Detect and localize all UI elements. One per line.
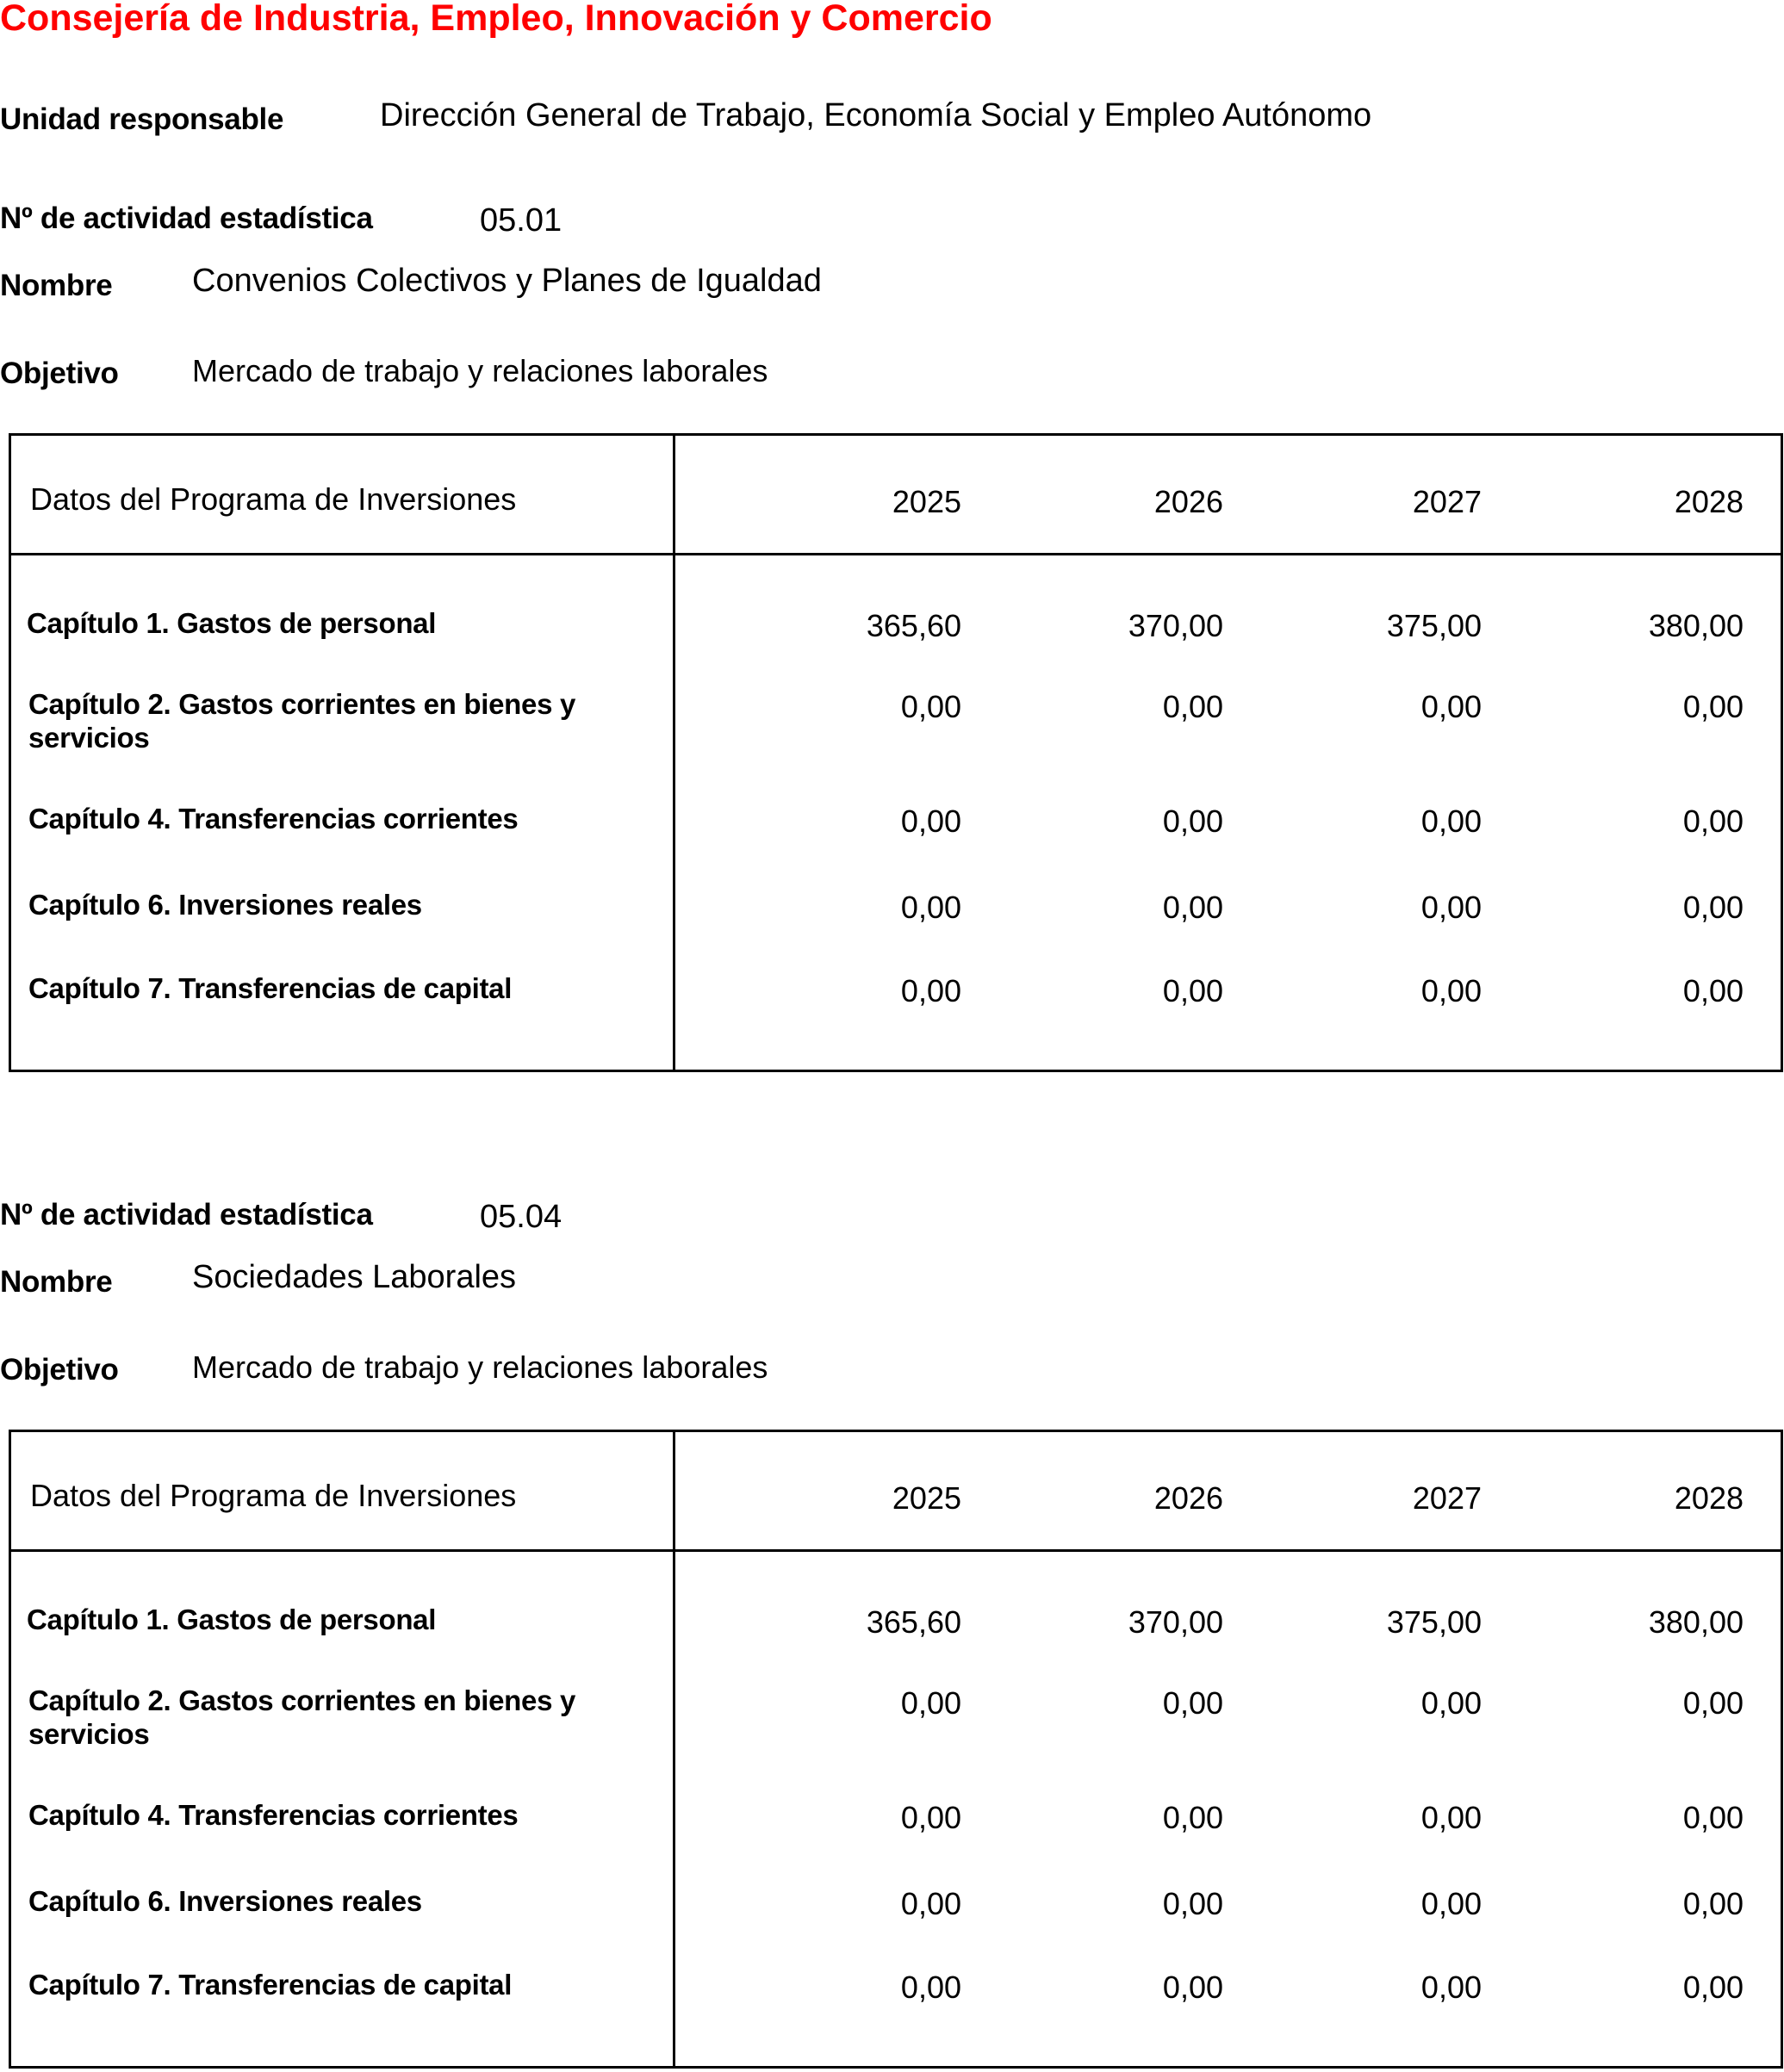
cell-value: 0,00	[900, 1886, 961, 1921]
row-label: Capítulo 2. Gastos corrientes en bienes y servicios	[28, 688, 576, 754]
row-label: Capítulo 7. Transferencias de capital	[28, 972, 513, 1004]
cell-value: 0,00	[1162, 1800, 1223, 1835]
investment-table	[9, 1430, 1783, 2069]
page-title: Consejería de Industria, Empleo, Innovación y Comercio	[0, 0, 992, 39]
actividad-label: Nº de actividad estadística	[0, 1198, 373, 1231]
year-header: 2027	[1412, 1480, 1482, 1516]
nombre-label: Nombre	[0, 269, 113, 302]
cell-value: 0,00	[1420, 803, 1482, 839]
cell-value: 365,60	[866, 1604, 961, 1640]
year-header: 2028	[1674, 1480, 1744, 1516]
cell-value: 380,00	[1648, 608, 1744, 643]
cell-value: 0,00	[1682, 1970, 1744, 2005]
cell-value: 0,00	[1682, 890, 1744, 925]
nombre-value: Convenios Colectivos y Planes de Igualdad	[192, 263, 822, 299]
objetivo-label: Objetivo	[0, 1353, 119, 1387]
cell-value: 375,00	[1386, 1604, 1482, 1640]
cell-value: 0,00	[1162, 1886, 1223, 1921]
cell-value: 0,00	[1162, 803, 1223, 839]
row-label: Capítulo 2. Gastos corrientes en bienes y servicios	[28, 1684, 576, 1750]
cell-value: 0,00	[1162, 973, 1223, 1008]
cell-value: 0,00	[1682, 689, 1744, 724]
investment-table	[9, 433, 1783, 1072]
table-divider	[11, 553, 1781, 555]
cell-value: 0,00	[1682, 1685, 1744, 1721]
unidad-value: Dirección General de Trabajo, Economía Social y Empleo Autónomo	[380, 97, 1372, 133]
cell-value: 370,00	[1128, 1604, 1223, 1640]
cell-value: 0,00	[1420, 973, 1482, 1008]
row-label: Capítulo 4. Transferencias corrientes	[28, 803, 519, 834]
actividad-value: 05.01	[480, 202, 563, 239]
row-label: Capítulo 6. Inversiones reales	[28, 889, 422, 921]
cell-value: 0,00	[1420, 689, 1482, 724]
cell-value: 0,00	[1162, 689, 1223, 724]
cell-value: 0,00	[1420, 1685, 1482, 1721]
year-header: 2026	[1153, 1480, 1223, 1516]
unidad-label: Unidad responsable	[0, 102, 284, 136]
cell-value: 0,00	[900, 689, 961, 724]
row-label: Capítulo 4. Transferencias corrientes	[28, 1799, 519, 1831]
table-header-label: Datos del Programa de Inversiones	[30, 1478, 517, 1513]
cell-value: 0,00	[1682, 1800, 1744, 1835]
cell-value: 0,00	[1162, 890, 1223, 925]
year-header: 2025	[892, 484, 961, 519]
nombre-label: Nombre	[0, 1265, 113, 1299]
actividad-label: Nº de actividad estadística	[0, 202, 373, 235]
cell-value: 0,00	[1420, 1800, 1482, 1835]
cell-value: 0,00	[1162, 1685, 1223, 1721]
cell-value: 0,00	[900, 1685, 961, 1721]
table-divider	[11, 1549, 1781, 1552]
objetivo-label: Objetivo	[0, 357, 119, 390]
objetivo-value: Mercado de trabajo y relaciones laborales	[192, 353, 768, 388]
cell-value: 0,00	[900, 973, 961, 1008]
cell-value: 370,00	[1128, 608, 1223, 643]
objetivo-value: Mercado de trabajo y relaciones laborales	[192, 1349, 768, 1385]
cell-value: 0,00	[900, 803, 961, 839]
year-header: 2027	[1412, 484, 1482, 519]
row-label: Capítulo 6. Inversiones reales	[28, 1885, 422, 1917]
row-label: Capítulo 7. Transferencias de capital	[28, 1969, 513, 2001]
cell-value: 0,00	[1682, 803, 1744, 839]
year-header: 2028	[1674, 484, 1744, 519]
year-header: 2026	[1153, 484, 1223, 519]
cell-value: 0,00	[1162, 1970, 1223, 2005]
cell-value: 365,60	[866, 608, 961, 643]
cell-value: 0,00	[1420, 1970, 1482, 2005]
cell-value: 375,00	[1386, 608, 1482, 643]
cell-value: 0,00	[1682, 1886, 1744, 1921]
table-divider	[673, 1432, 675, 2066]
actividad-value: 05.04	[480, 1199, 563, 1235]
row-label: Capítulo 1. Gastos de personal	[27, 1604, 437, 1635]
nombre-value: Sociedades Laborales	[192, 1259, 517, 1295]
year-header: 2025	[892, 1480, 961, 1516]
cell-value: 0,00	[900, 1800, 961, 1835]
cell-value: 0,00	[1420, 1886, 1482, 1921]
cell-value: 0,00	[1420, 890, 1482, 925]
cell-value: 380,00	[1648, 1604, 1744, 1640]
cell-value: 0,00	[900, 1970, 961, 2005]
cell-value: 0,00	[1682, 973, 1744, 1008]
table-header-label: Datos del Programa de Inversiones	[30, 481, 517, 517]
table-divider	[673, 436, 675, 1070]
row-label: Capítulo 1. Gastos de personal	[27, 607, 437, 639]
cell-value: 0,00	[900, 890, 961, 925]
